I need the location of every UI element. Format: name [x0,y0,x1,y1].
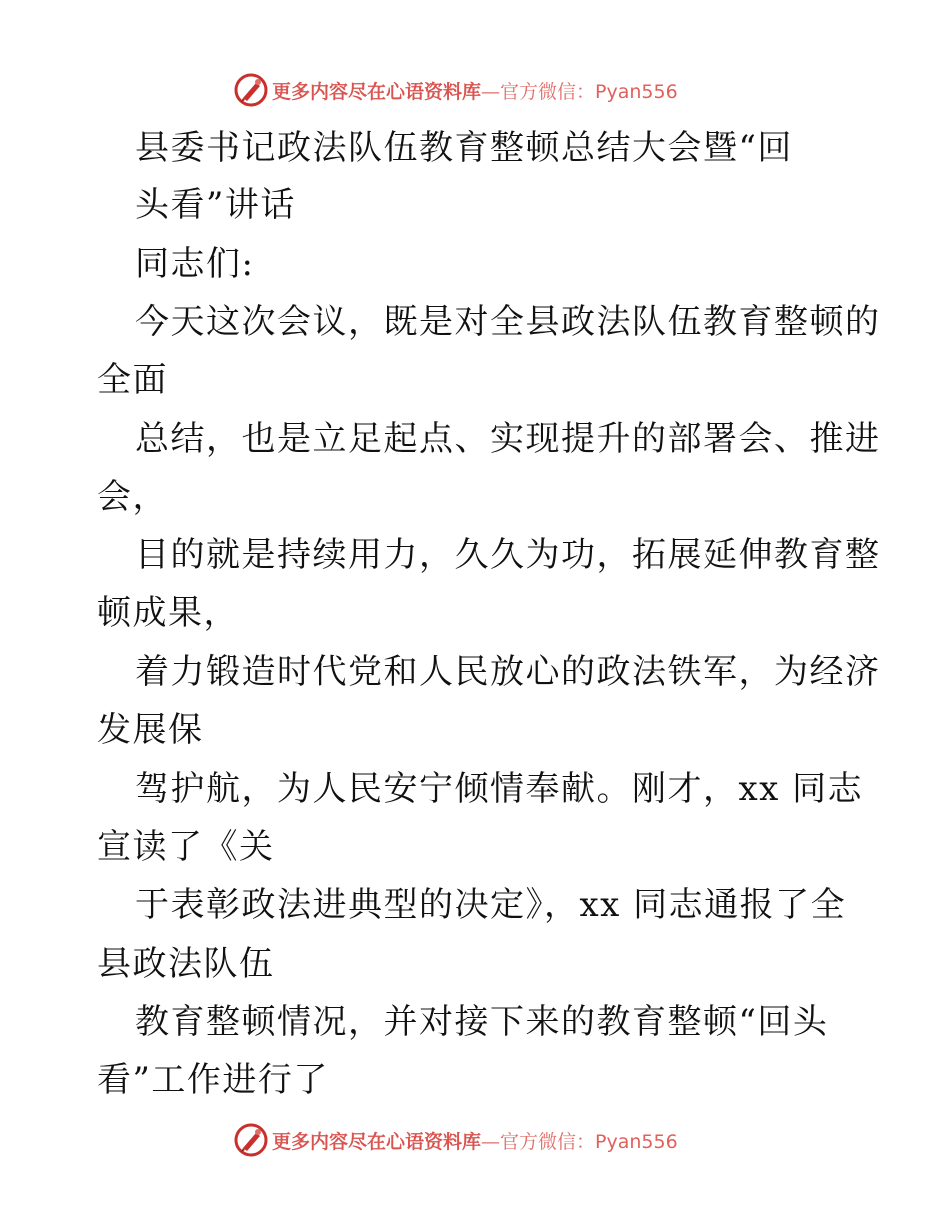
salutation: 同志们: [135,244,255,284]
banner-dash: — [481,80,501,103]
body-line: 会， [97,477,168,517]
body-line: 于表彰政法进典型的决定》，xx 同志通报了全 [135,885,847,925]
banner-wechat-label: 官方微信： [500,1130,596,1153]
banner-main-text: 更多内容尽在心语资料库 [272,80,482,103]
body-line: 今天这次会议，既是对全县政法队伍教育整顿的 [135,302,881,342]
body-line: 教育整顿情况，并对接下来的教育整顿“回头 [135,1002,829,1042]
banner-dash: — [481,1130,501,1153]
body-line: 宣读了《关 [97,827,275,867]
body-line: 发展保 [97,710,204,750]
banner-wechat-id: Pyan556 [595,80,678,103]
banner-wechat-label: 官方微信： [500,80,596,103]
title-line-2: 头看”讲话 [135,185,296,225]
footer-banner [234,1120,714,1160]
body-line: 全面 [97,360,168,400]
banner-text [272,77,678,104]
pen-logo-icon [234,1123,268,1157]
body-line: 着力锻造时代党和人民放心的政法铁军，为经济 [135,652,881,692]
body-line: 目的就是持续用力，久久为功，拓展延伸教育整 [135,535,881,575]
title-line-1: 县委书记政法队伍教育整顿总结大会暨“回 [135,128,793,168]
body-line: 县政法队伍 [97,944,275,984]
header-banner [234,70,714,110]
banner-wechat-id: Pyan556 [595,1130,678,1153]
body-line: 顿成果， [97,593,239,633]
body-line: 看”工作进行了 [97,1060,329,1100]
banner-main-text: 更多内容尽在心语资料库 [272,1130,482,1153]
body-line: 总结，也是立足起点、实现提升的部署会、推进 [135,419,881,459]
banner-text [272,1127,678,1154]
pen-logo-icon [234,73,268,107]
body-line: 驾护航，为人民安宁倾情奉献。刚才，xx 同志 [135,769,864,809]
